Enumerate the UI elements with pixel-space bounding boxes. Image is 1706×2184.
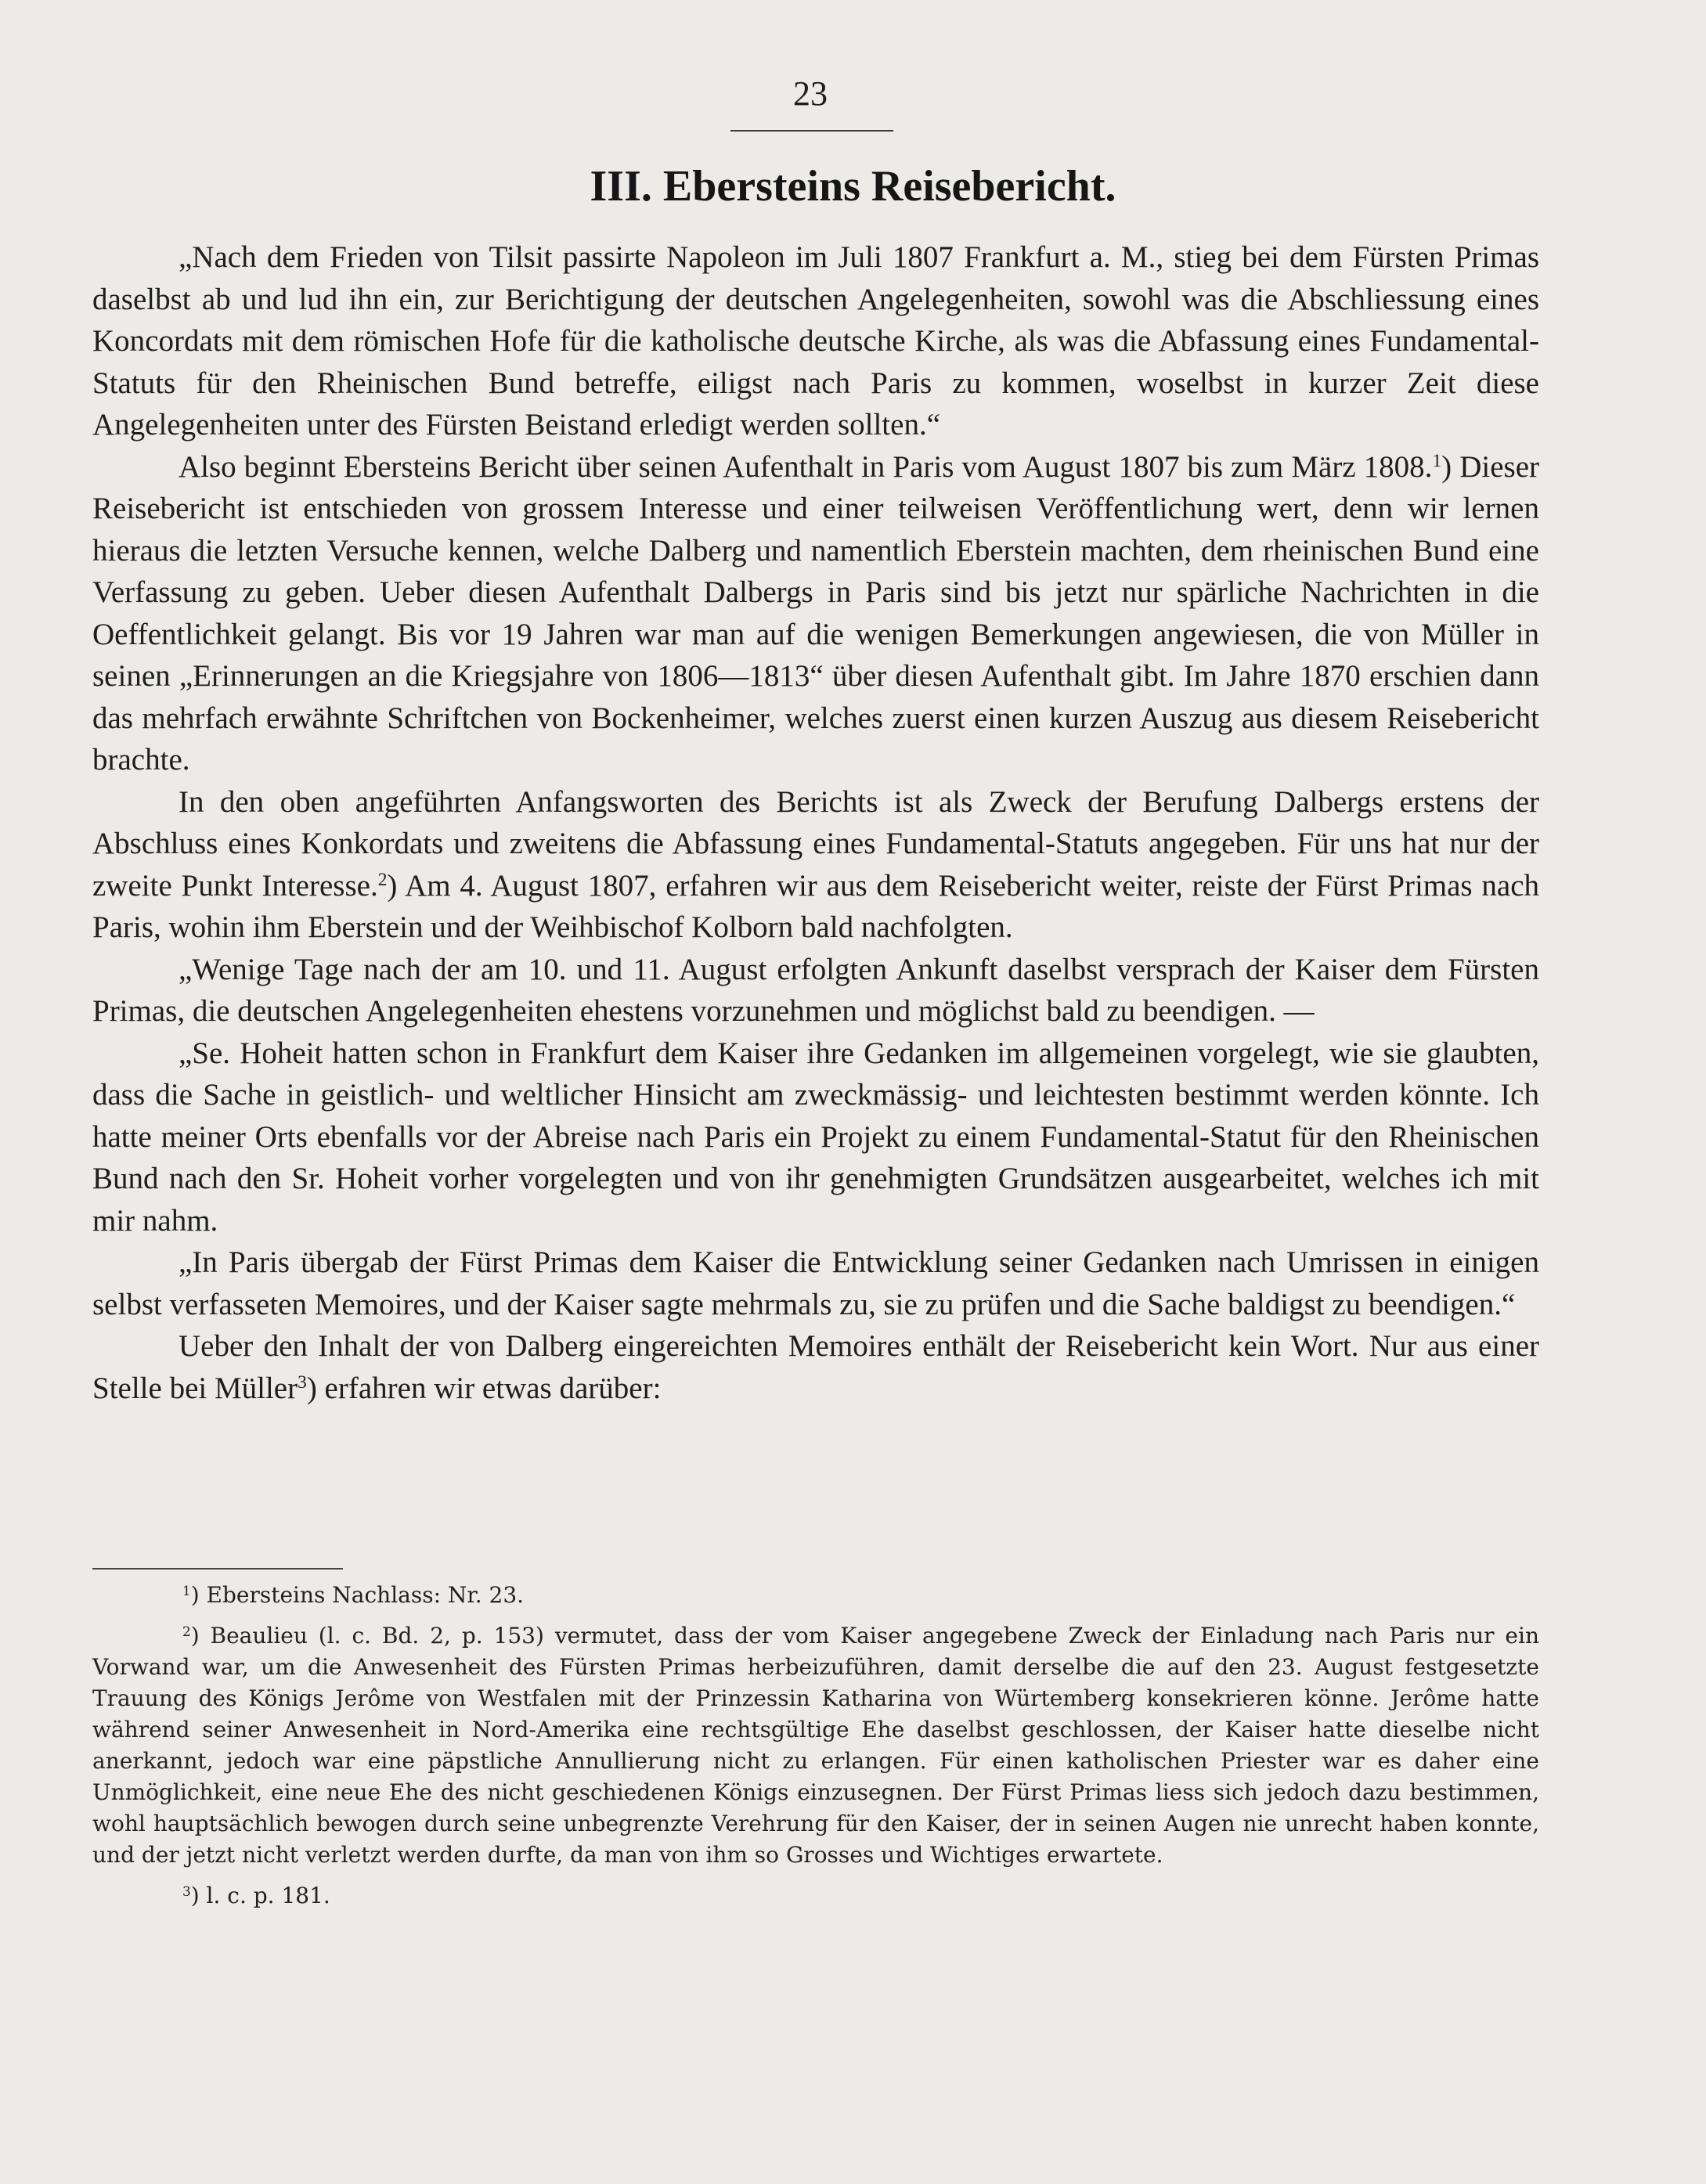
footnote	[92, 1620, 1539, 1871]
footnote-ref: 3	[298, 1371, 307, 1393]
footnote	[92, 1580, 1539, 1611]
paragraph-text: „Wenige Tage nach der am 10. und 11. August erfolgten Ankunft daselbst versprach der Kaiser dem Fürsten Primas, die deutschen Angelegenheiten ehestens vorzunehmen und möglichst bald zu beendigen. —	[92, 952, 1539, 1028]
footnote-ref: 1	[1432, 450, 1442, 471]
paragraph-text: Also beginnt Ebersteins Bericht über seinen Aufenthalt in Paris vom August 1807 bis zum März 1808.	[179, 449, 1433, 484]
paragraph	[92, 446, 1539, 781]
page-number: 23	[793, 74, 828, 113]
paragraph	[92, 1325, 1539, 1409]
footnote-marker: 3	[182, 1883, 191, 1899]
paragraph	[92, 781, 1539, 949]
paragraph	[92, 1033, 1539, 1242]
paragraph-text: ) erfahren wir etwas darüber:	[306, 1371, 662, 1405]
chapter-title: III. Ebersteins Reisebericht.	[590, 162, 1116, 211]
footnote-separator	[92, 1568, 343, 1570]
paragraph	[92, 949, 1539, 1033]
page-number-rule	[730, 130, 893, 132]
footnote-text: ) l. c. p. 181.	[190, 1883, 330, 1908]
footnote-marker: 2	[182, 1623, 191, 1639]
footnote-ref: 2	[377, 869, 388, 890]
paragraph-text: ) Dieser Reisebericht ist entschieden von grossem Interesse und einer teilweisen Veröffentlichung wert, denn wir lernen hieraus die letzten Versuche kennen, welche Dalberg und namentlich Eberstein machten, dem rheinischen Bund eine Verfassung zu geben. Ueber diesen Aufenthalt Dalbergs in Paris sind bis jetzt nur spärliche Nachrichten in die Oeffentlichkeit gelangt. Bis vor 19 Jahren war man auf die wenigen Bemerkungen angewiesen, die von Müller in seinen „Erinnerungen an die Kriegsjahre von 1806—1813“ über diesen Aufenthalt gibt. Im Jahre 1870 erschien dann das mehrfach erwähnte Schriftchen von Bockenheimer, welches zuerst einen kurzen Auszug aus diesem Reisebericht brachte.	[92, 449, 1539, 777]
body-text	[92, 236, 1539, 1409]
paragraph-text: „In Paris übergab der Fürst Primas dem Kaiser die Entwicklung seiner Gedanken nach Umrissen in einigen selbst verfasseten Memoires, und der Kaiser sagte mehrmals zu, sie zu prüfen und die Sache baldigst zu beendigen.“	[92, 1245, 1539, 1321]
footnote	[92, 1880, 1539, 1912]
paragraph-text: In den oben angeführten Anfangsworten des Berichts ist als Zweck der Berufung Dalbergs erstens der Abschluss eines Konkordats und zweitens die Abfassung eines Fundamental-Statuts angegeben. Für uns hat nur der zweite Punkt Interesse.	[92, 784, 1539, 903]
footnote-marker: 1	[182, 1582, 191, 1598]
paragraph	[92, 236, 1539, 446]
paragraph-text: „Nach dem Frieden von Tilsit passirte Napoleon im Juli 1807 Frankfurt a. M., stieg bei dem Fürsten Primas daselbst ab und lud ihn ein, zur Berichtigung der deutschen Angelegenheiten, sowohl was die Abschliessung eines Koncordats mit dem römischen Hofe für die katholische deutsche Kirche, als was die Abfassung eines Fundamental-Statuts für den Rheinischen Bund betreffe, eiligst nach Paris zu kommen, woselbst in kurzer Zeit diese Angelegenheiten unter des Fürsten Beistand erledigt werden sollten.“	[92, 240, 1539, 441]
footnote-text: ) Beaulieu (l. c. Bd. 2, p. 153) vermutet, dass der vom Kaiser angegebene Zweck der Einladung nach Paris nur ein Vorwand war, um die Anwesenheit des Fürsten Primas herbeizuführen, damit derselbe die auf den 23. August festgesetzte Trauung des Königs Jerôme von Westfalen mit der Prinzessin Katharina von Würtemberg konsekrieren könne. Jerôme hatte während seiner Anwesenheit in Nord-Amerika eine rechtsgültige Ehe daselbst geschlossen, der Kaiser hatte dieselbe nicht anerkannt, jedoch war eine päpstliche Annullierung nicht zu erlangen. Für einen katholischen Priester war es daher eine Unmöglichkeit, eine neue Ehe des nicht geschiedenen Königs einzusegnen. Der Fürst Primas liess sich jedoch dazu bestimmen, wohl hauptsächlich bewogen durch seine unbegrenzte Verehrung für den Kaiser, der in seinen Augen nie unrecht haben konnte, und der jetzt nicht verletzt werden durfte, da man von ihm so Grosses und Wichtiges erwartete.	[92, 1623, 1539, 1868]
paragraph-text: „Se. Hoheit hatten schon in Frankfurt dem Kaiser ihre Gedanken im allgemeinen vorgelegt, wie sie glaubten, dass die Sache in geistlich- und weltlicher Hinsicht am zweckmässig- und leichtesten bestimmt werden könnte. Ich hatte meiner Orts ebenfalls vor der Abreise nach Paris ein Projekt zu einem Fundamental-Statut für den Rheinischen Bund nach den Sr. Hoheit vorher vorgelegten und von ihr genehmigten Grundsätzen ausgearbeitet, welches ich mit mir nahm.	[92, 1036, 1539, 1238]
footnote-text: ) Ebersteins Nachlass: Nr. 23.	[190, 1582, 525, 1608]
paragraph-text: Ueber den Inhalt der von Dalberg eingereichten Memoires enthält der Reisebericht kein Wort. Nur aus einer Stelle bei Müller	[92, 1329, 1539, 1405]
footnotes	[92, 1580, 1539, 1921]
paragraph	[92, 1242, 1539, 1325]
paragraph-text: ) Am 4. August 1807, erfahren wir aus dem Reisebericht weiter, reiste der Fürst Primas nach Paris, wohin ihm Eberstein und der Weihbischof Kolborn bald nachfolgten.	[92, 868, 1540, 944]
